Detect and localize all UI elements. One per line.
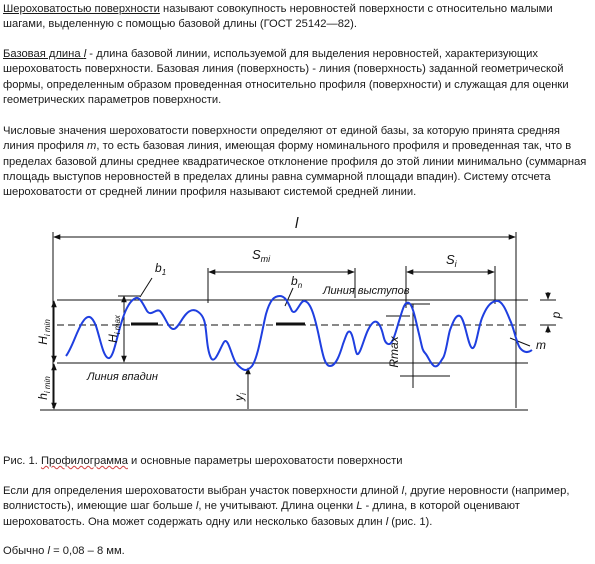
paragraph-text: Обычно (3, 545, 48, 557)
paragraph-evaluation-length (3, 484, 591, 530)
caption-prefix: Рис. 1. (3, 455, 41, 467)
term-base-length: Базовая длина (3, 48, 81, 60)
bn-label: $b_n$ (291, 274, 303, 290)
b1-label: $b_1$ (155, 261, 167, 277)
l-label: l (295, 215, 299, 232)
hi-max-label: $H_{i max}$ (106, 315, 122, 343)
paragraph-text: Числовые значения шероховатости поверхности определяют от единой базы, за которую принята средняя линия профиля (3, 125, 560, 153)
hi-min-bottom-label: $h_{i min}$ (36, 376, 52, 400)
paragraph-mean-line (3, 124, 591, 200)
term-roughness: Шероховатостью поверхности (3, 3, 160, 15)
paragraph-text: называют совокупность неровностей поверхности с относительно малыми шагами, выделенную с помощью базовой длины (ГОСТ 25142—82). (3, 3, 553, 31)
paragraph-base-length (3, 47, 591, 108)
yi-label: $y_i$ (232, 393, 248, 401)
profilogram-figure (0, 208, 595, 413)
m-leader (510, 338, 530, 346)
symbol-L: L (356, 500, 363, 513)
rmax-label: Rmax (387, 336, 401, 368)
figure-caption (3, 454, 591, 469)
paragraph-text: , не учитывают. Длина оценки (198, 500, 357, 513)
caption-term: Профилограмма (40, 455, 128, 467)
valleys-line-label: Линия впадин (87, 371, 158, 383)
paragraph-text: , то есть базовая линия, имеющая форму номинального профиля и проведенная так, что в пределах базовой длины среднее квадратическое отклонение профиля до этой линии минимально (суммарная площадь выступов неровностей в пределах длины равна суммарной площади впадин). Систему отсчета шероховатости от средней линии профиля называют системой средней линии. (3, 140, 587, 199)
p-label: p (549, 311, 563, 319)
peaks-line-label: Линия выступов (323, 285, 410, 297)
hi-min-label: $H_{i min}$ (36, 319, 52, 345)
paragraph-text: - длина, в которой оценивают шероховатость. Она может содержать одну или несколько базовых длин (3, 500, 520, 528)
paragraph-text: (рис. 1). (388, 515, 433, 528)
paragraph-roughness-definition (3, 2, 591, 33)
b1-leader (140, 278, 152, 297)
profile-curve (66, 296, 532, 370)
symbol-l: l (195, 500, 199, 513)
symbol-l: l (385, 515, 389, 528)
si-label: $S_i$ (446, 252, 457, 269)
m-label: m (536, 338, 546, 352)
symbol-m: m (87, 140, 97, 153)
paragraph-text: , другие неровности (например, волнистость), имеющие шаг больше (3, 485, 570, 513)
paragraph-typical-length (3, 544, 591, 559)
symbol-l: l (401, 485, 405, 497)
symbol-l: l (83, 48, 87, 60)
paragraph-text: = 0,08 – 8 мм. (50, 545, 125, 557)
smi-label: $S_{mi}$ (252, 247, 271, 264)
symbol-l: l (47, 545, 50, 557)
paragraph-text: - длина базовой линии, используемой для выделения неровностей, характеризующих шероховатость поверхности. Базовая линия (поверхность) - линия (поверхность) заданной геометрической формы, определенным образом проведенная относительно профиля (поверхности) и служащая для оценки геометрических параметров поверхности. (3, 48, 569, 106)
caption-text: и основные параметры шероховатости поверхности (127, 455, 403, 467)
paragraph-text: Если для определения шероховатости выбран участок поверхности длиной (3, 485, 402, 497)
